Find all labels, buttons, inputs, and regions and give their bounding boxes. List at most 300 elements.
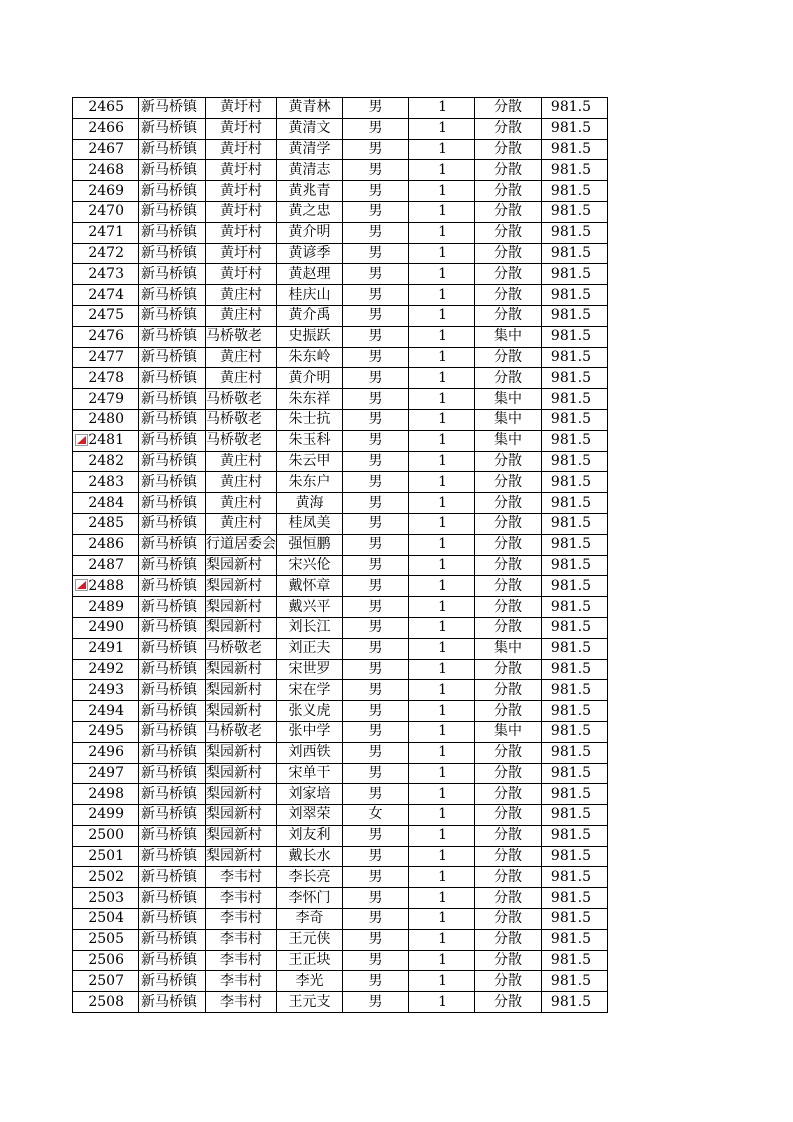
cell-text: 马桥敬老 xyxy=(206,432,262,449)
cell-town xyxy=(139,243,206,264)
cell-text: 2506 xyxy=(88,952,124,969)
cell-text: 2490 xyxy=(88,619,124,636)
cell-type xyxy=(475,742,542,763)
cell-text: 分散 xyxy=(494,827,522,844)
cell-text: 梨园新村 xyxy=(206,827,262,844)
cell-amount xyxy=(542,701,608,722)
cell-count xyxy=(409,597,475,618)
cell-text: 981.5 xyxy=(550,827,591,844)
cell-text: 新马桥镇 xyxy=(141,681,197,698)
cell-text: 1 xyxy=(438,494,447,511)
cell-text: 分散 xyxy=(494,265,522,282)
cell-village xyxy=(206,763,277,784)
cell-text: 1 xyxy=(438,702,447,719)
cell-text: 黄庄村 xyxy=(220,369,262,386)
cell-amount xyxy=(542,638,608,659)
cell-text: 1 xyxy=(438,120,447,137)
cell-text: 2466 xyxy=(88,120,124,137)
cell-text: 2481 xyxy=(88,432,124,449)
cell-type xyxy=(475,243,542,264)
cell-amount xyxy=(542,389,608,410)
cell-gender xyxy=(343,264,409,285)
cell-text: 2476 xyxy=(88,328,124,345)
cell-text: 新马桥镇 xyxy=(141,348,197,365)
cell-no xyxy=(73,909,139,930)
cell-text: 1 xyxy=(438,536,447,553)
cell-text: 981.5 xyxy=(550,432,591,449)
cell-text: 分散 xyxy=(494,952,522,969)
table-row xyxy=(73,118,608,139)
cell-text: 新马桥镇 xyxy=(141,848,197,865)
cell-name xyxy=(277,617,343,638)
cell-town xyxy=(139,846,206,867)
cell-text: 男 xyxy=(368,931,383,948)
cell-text: 981.5 xyxy=(550,556,591,573)
cell-no xyxy=(73,160,139,181)
cell-text: 1 xyxy=(438,140,447,157)
table-row xyxy=(73,305,608,326)
cell-town xyxy=(139,950,206,971)
cell-gender xyxy=(343,742,409,763)
comment-indicator-icon[interactable] xyxy=(75,579,88,591)
table-row xyxy=(73,472,608,493)
cell-no xyxy=(73,98,139,119)
cell-text: 2472 xyxy=(88,244,124,261)
cell-text: 1 xyxy=(438,640,447,657)
cell-village xyxy=(206,264,277,285)
cell-amount xyxy=(542,597,608,618)
cell-no xyxy=(73,201,139,222)
cell-count xyxy=(409,763,475,784)
cell-text: 分散 xyxy=(494,910,522,927)
cell-type xyxy=(475,929,542,950)
cell-village xyxy=(206,555,277,576)
cell-type xyxy=(475,472,542,493)
cell-no xyxy=(73,846,139,867)
table-row xyxy=(73,638,608,659)
cell-text: 新马桥镇 xyxy=(141,889,197,906)
cell-village xyxy=(206,597,277,618)
cell-count xyxy=(409,617,475,638)
cell-amount xyxy=(542,139,608,160)
cell-name xyxy=(277,992,343,1013)
cell-amount xyxy=(542,825,608,846)
cell-text: 黄圩村 xyxy=(220,203,262,220)
cell-text: 2486 xyxy=(88,536,124,553)
cell-village xyxy=(206,992,277,1013)
cell-text: 集中 xyxy=(494,640,522,657)
table-row xyxy=(73,617,608,638)
cell-text: 男 xyxy=(368,494,383,511)
cell-amount xyxy=(542,326,608,347)
cell-village xyxy=(206,659,277,680)
cell-text: 981.5 xyxy=(550,203,591,220)
cell-town xyxy=(139,638,206,659)
cell-text: 男 xyxy=(368,827,383,844)
cell-village xyxy=(206,846,277,867)
cell-text: 黄庄村 xyxy=(220,348,262,365)
cell-name xyxy=(277,971,343,992)
cell-count xyxy=(409,805,475,826)
cell-text: 朱东祥 xyxy=(288,390,331,407)
cell-text: 1 xyxy=(438,473,447,490)
cell-amount xyxy=(542,264,608,285)
cell-text: 981.5 xyxy=(550,515,591,532)
cell-village xyxy=(206,680,277,701)
cell-count xyxy=(409,846,475,867)
cell-town xyxy=(139,139,206,160)
cell-text: 男 xyxy=(368,411,383,428)
cell-village xyxy=(206,409,277,430)
cell-text: 1 xyxy=(438,764,447,781)
cell-text: 男 xyxy=(368,140,383,157)
cell-count xyxy=(409,389,475,410)
cell-count xyxy=(409,701,475,722)
cell-amount xyxy=(542,243,608,264)
cell-text: 新马桥镇 xyxy=(141,494,197,511)
cell-count xyxy=(409,638,475,659)
cell-town xyxy=(139,742,206,763)
cell-no xyxy=(73,597,139,618)
table-row xyxy=(73,493,608,514)
cell-name xyxy=(277,326,343,347)
cell-text: 黄之忠 xyxy=(288,203,331,220)
cell-name xyxy=(277,181,343,202)
cell-text: 981.5 xyxy=(550,889,591,906)
cell-text: 分散 xyxy=(494,120,522,137)
cell-text: 李韦村 xyxy=(220,972,262,989)
cell-gender xyxy=(343,784,409,805)
cell-text: 新马桥镇 xyxy=(141,369,197,386)
cell-text: 朱东岭 xyxy=(288,348,331,365)
table-row xyxy=(73,805,608,826)
cell-text: 新马桥镇 xyxy=(141,744,197,761)
cell-name xyxy=(277,472,343,493)
cell-text: 宋世罗 xyxy=(288,660,331,677)
cell-text: 981.5 xyxy=(550,744,591,761)
cell-text: 981.5 xyxy=(550,848,591,865)
cell-text: 分散 xyxy=(494,369,522,386)
cell-text: 男 xyxy=(368,244,383,261)
cell-village xyxy=(206,160,277,181)
cell-town xyxy=(139,721,206,742)
cell-name xyxy=(277,222,343,243)
cell-text: 黄介明 xyxy=(288,369,331,386)
cell-text: 马桥敬老 xyxy=(206,328,262,345)
cell-town xyxy=(139,201,206,222)
cell-text: 李韦村 xyxy=(220,993,262,1010)
cell-village xyxy=(206,368,277,389)
cell-town xyxy=(139,326,206,347)
cell-amount xyxy=(542,888,608,909)
cell-no xyxy=(73,659,139,680)
cell-text: 李韦村 xyxy=(220,952,262,969)
cell-text: 男 xyxy=(368,723,383,740)
cell-village xyxy=(206,451,277,472)
cell-gender xyxy=(343,950,409,971)
cell-text: 新马桥镇 xyxy=(141,515,197,532)
cell-village xyxy=(206,825,277,846)
data-table xyxy=(72,97,608,1013)
cell-text: 981.5 xyxy=(550,972,591,989)
cell-town xyxy=(139,576,206,597)
cell-type xyxy=(475,409,542,430)
cell-village xyxy=(206,389,277,410)
cell-gender xyxy=(343,285,409,306)
cell-town xyxy=(139,680,206,701)
cell-text: 新马桥镇 xyxy=(141,244,197,261)
cell-text: 分散 xyxy=(494,993,522,1010)
cell-text: 黄圩村 xyxy=(220,161,262,178)
cell-count xyxy=(409,160,475,181)
cell-type xyxy=(475,846,542,867)
cell-text: 新马桥镇 xyxy=(141,619,197,636)
cell-text: 981.5 xyxy=(550,619,591,636)
cell-type xyxy=(475,992,542,1013)
cell-village xyxy=(206,118,277,139)
cell-name xyxy=(277,409,343,430)
cell-gender xyxy=(343,805,409,826)
cell-town xyxy=(139,472,206,493)
cell-gender xyxy=(343,909,409,930)
cell-text: 王元侠 xyxy=(288,931,331,948)
cell-text: 1 xyxy=(438,307,447,324)
cell-text: 分散 xyxy=(494,577,522,594)
cell-text: 981.5 xyxy=(550,182,591,199)
cell-amount xyxy=(542,763,608,784)
cell-count xyxy=(409,513,475,534)
cell-text: 1 xyxy=(438,993,447,1010)
cell-text: 男 xyxy=(368,161,383,178)
table-row xyxy=(73,285,608,306)
cell-amount xyxy=(542,784,608,805)
cell-text: 分散 xyxy=(494,494,522,511)
cell-type xyxy=(475,867,542,888)
cell-text: 981.5 xyxy=(550,390,591,407)
cell-gender xyxy=(343,326,409,347)
cell-text: 2475 xyxy=(88,307,124,324)
cell-count xyxy=(409,409,475,430)
cell-no xyxy=(73,493,139,514)
cell-text: 新马桥镇 xyxy=(141,660,197,677)
cell-text: 男 xyxy=(368,515,383,532)
cell-village xyxy=(206,971,277,992)
cell-amount xyxy=(542,992,608,1013)
cell-type xyxy=(475,909,542,930)
cell-town xyxy=(139,430,206,451)
cell-text: 981.5 xyxy=(550,536,591,553)
table-row xyxy=(73,430,608,451)
cell-text: 黄圩村 xyxy=(220,140,262,157)
cell-count xyxy=(409,867,475,888)
cell-gender xyxy=(343,763,409,784)
cell-text: 分散 xyxy=(494,224,522,241)
cell-text: 男 xyxy=(368,952,383,969)
cell-no xyxy=(73,971,139,992)
cell-text: 梨园新村 xyxy=(206,619,262,636)
cell-count xyxy=(409,742,475,763)
cell-amount xyxy=(542,617,608,638)
cell-text: 朱玉科 xyxy=(288,432,331,449)
cell-text: 黄庄村 xyxy=(220,452,262,469)
cell-town xyxy=(139,409,206,430)
cell-text: 2495 xyxy=(88,723,124,740)
cell-type xyxy=(475,701,542,722)
cell-text: 2498 xyxy=(88,785,124,802)
cell-text: 分散 xyxy=(494,556,522,573)
cell-gender xyxy=(343,160,409,181)
cell-type xyxy=(475,617,542,638)
cell-type xyxy=(475,160,542,181)
cell-text: 新马桥镇 xyxy=(141,203,197,220)
cell-name xyxy=(277,555,343,576)
cell-text: 新马桥镇 xyxy=(141,265,197,282)
cell-text: 男 xyxy=(368,307,383,324)
cell-type xyxy=(475,597,542,618)
cell-village xyxy=(206,139,277,160)
cell-text: 戴兴平 xyxy=(288,598,331,615)
cell-name xyxy=(277,929,343,950)
cell-text: 1 xyxy=(438,390,447,407)
cell-text: 宋兴伦 xyxy=(288,556,331,573)
cell-text: 李韦村 xyxy=(220,868,262,885)
cell-town xyxy=(139,701,206,722)
cell-text: 新马桥镇 xyxy=(141,827,197,844)
table-row xyxy=(73,597,608,618)
cell-gender xyxy=(343,929,409,950)
table-row xyxy=(73,992,608,1013)
cell-text: 981.5 xyxy=(550,785,591,802)
cell-text: 981.5 xyxy=(550,868,591,885)
cell-text: 981.5 xyxy=(550,640,591,657)
cell-village xyxy=(206,222,277,243)
cell-text: 戴长水 xyxy=(288,848,331,865)
cell-text: 新马桥镇 xyxy=(141,120,197,137)
cell-village xyxy=(206,950,277,971)
cell-amount xyxy=(542,451,608,472)
cell-count xyxy=(409,659,475,680)
cell-no xyxy=(73,118,139,139)
cell-text: 2474 xyxy=(88,286,124,303)
cell-text: 981.5 xyxy=(550,328,591,345)
cell-text: 新马桥镇 xyxy=(141,556,197,573)
cell-amount xyxy=(542,118,608,139)
cell-count xyxy=(409,243,475,264)
cell-type xyxy=(475,638,542,659)
cell-town xyxy=(139,305,206,326)
cell-town xyxy=(139,929,206,950)
cell-text: 981.5 xyxy=(550,244,591,261)
cell-text: 黄介明 xyxy=(288,224,331,241)
cell-text: 马桥敬老 xyxy=(206,640,262,657)
cell-text: 1 xyxy=(438,806,447,823)
cell-gender xyxy=(343,721,409,742)
cell-text: 981.5 xyxy=(550,369,591,386)
cell-no xyxy=(73,950,139,971)
cell-text: 李奇 xyxy=(295,910,324,927)
cell-text: 1 xyxy=(438,972,447,989)
cell-text: 1 xyxy=(438,328,447,345)
cell-text: 分散 xyxy=(494,515,522,532)
cell-text: 男 xyxy=(368,390,383,407)
cell-count xyxy=(409,888,475,909)
cell-text: 刘西铁 xyxy=(288,744,331,761)
cell-text: 新马桥镇 xyxy=(141,224,197,241)
cell-text: 新马桥镇 xyxy=(141,536,197,553)
cell-name xyxy=(277,534,343,555)
cell-no xyxy=(73,222,139,243)
cell-text: 梨园新村 xyxy=(206,764,262,781)
cell-text: 1 xyxy=(438,348,447,365)
cell-count xyxy=(409,493,475,514)
cell-name xyxy=(277,389,343,410)
cell-type xyxy=(475,763,542,784)
cell-text: 新马桥镇 xyxy=(141,723,197,740)
cell-gender xyxy=(343,825,409,846)
cell-village xyxy=(206,742,277,763)
cell-gender xyxy=(343,389,409,410)
cell-no xyxy=(73,992,139,1013)
cell-count xyxy=(409,534,475,555)
cell-count xyxy=(409,430,475,451)
cell-text: 男 xyxy=(368,660,383,677)
table-row xyxy=(73,368,608,389)
cell-town xyxy=(139,98,206,119)
cell-no xyxy=(73,576,139,597)
cell-text: 981.5 xyxy=(550,806,591,823)
cell-town xyxy=(139,763,206,784)
cell-no xyxy=(73,617,139,638)
cell-text: 男 xyxy=(368,889,383,906)
cell-village xyxy=(206,513,277,534)
cell-count xyxy=(409,825,475,846)
cell-text: 分散 xyxy=(494,660,522,677)
table-row xyxy=(73,971,608,992)
cell-text: 1 xyxy=(438,619,447,636)
comment-indicator-icon[interactable] xyxy=(75,434,88,446)
cell-text: 新马桥镇 xyxy=(141,868,197,885)
cell-text: 男 xyxy=(368,640,383,657)
cell-no xyxy=(73,368,139,389)
cell-name xyxy=(277,98,343,119)
cell-no xyxy=(73,389,139,410)
cell-count xyxy=(409,326,475,347)
cell-count xyxy=(409,222,475,243)
cell-gender xyxy=(343,139,409,160)
cell-text: 2499 xyxy=(88,806,124,823)
table-row xyxy=(73,721,608,742)
cell-village xyxy=(206,347,277,368)
cell-amount xyxy=(542,909,608,930)
cell-type xyxy=(475,721,542,742)
table-row xyxy=(73,222,608,243)
cell-no xyxy=(73,326,139,347)
cell-text: 分散 xyxy=(494,203,522,220)
cell-text: 男 xyxy=(368,473,383,490)
cell-gender xyxy=(343,181,409,202)
cell-count xyxy=(409,909,475,930)
cell-no xyxy=(73,825,139,846)
cell-text: 2483 xyxy=(88,473,124,490)
cell-name xyxy=(277,950,343,971)
cell-amount xyxy=(542,950,608,971)
cell-text: 分散 xyxy=(494,307,522,324)
cell-count xyxy=(409,971,475,992)
cell-text: 梨园新村 xyxy=(206,598,262,615)
cell-count xyxy=(409,181,475,202)
cell-gender xyxy=(343,430,409,451)
table-row xyxy=(73,576,608,597)
